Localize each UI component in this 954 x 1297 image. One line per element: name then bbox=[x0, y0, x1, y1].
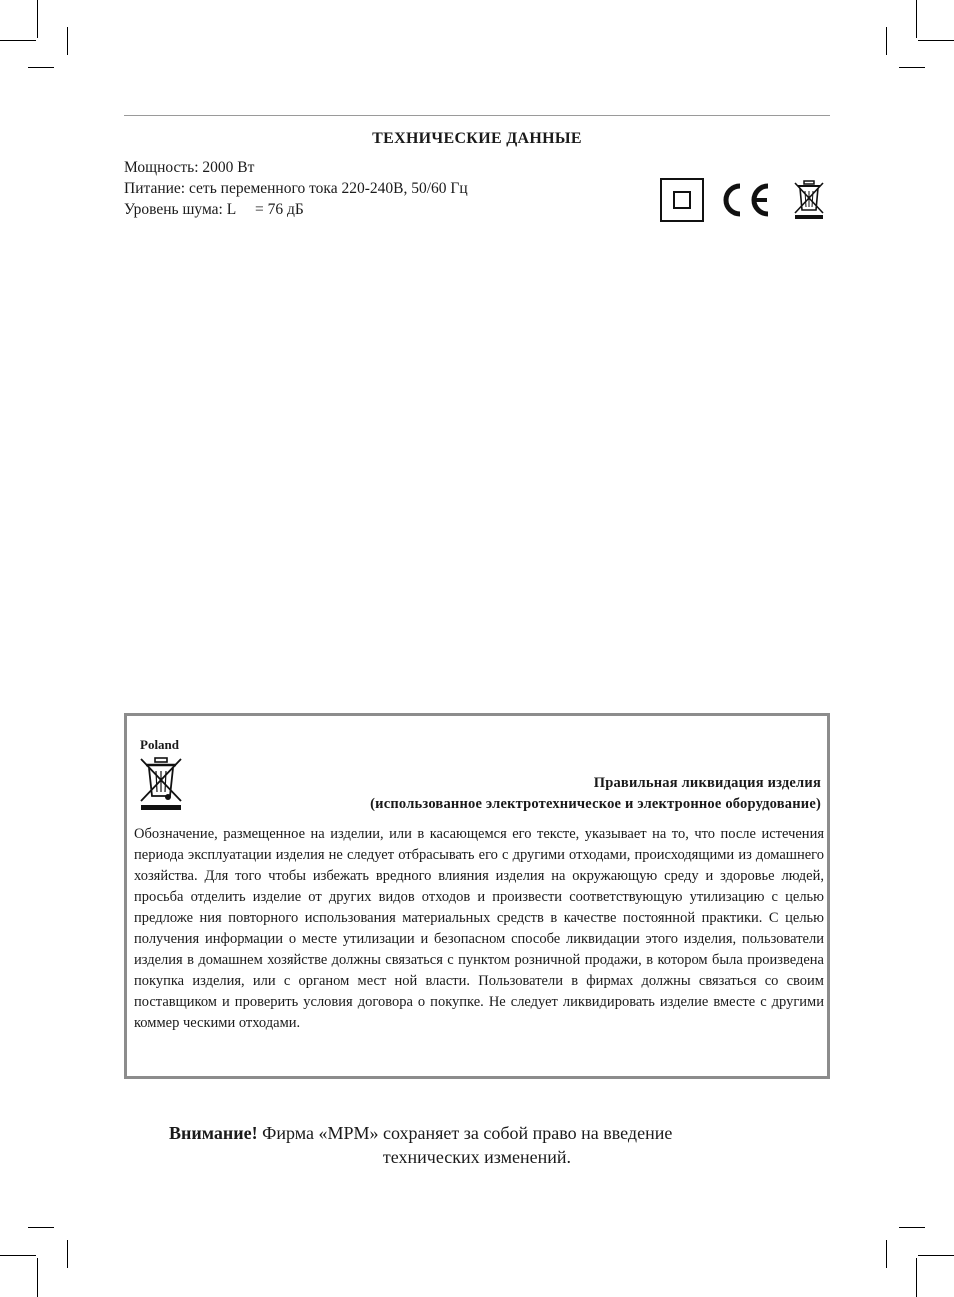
crop-mark bbox=[899, 67, 925, 68]
section-title: ТЕХНИЧЕСКИЕ ДАННЫЕ bbox=[372, 130, 582, 147]
crop-mark bbox=[886, 1240, 887, 1268]
origin-label: Poland bbox=[140, 737, 180, 752]
crop-mark bbox=[67, 27, 68, 55]
spec-noise: Уровень шума: L = 76 дБ bbox=[124, 201, 304, 218]
crop-mark bbox=[899, 1227, 925, 1228]
certification-marks bbox=[660, 178, 832, 222]
notice-line1 bbox=[124, 1121, 830, 1145]
crossed-bin-icon bbox=[792, 180, 826, 220]
attention-notice bbox=[124, 1121, 830, 1169]
spec-list bbox=[124, 157, 468, 220]
header-rule bbox=[124, 115, 830, 116]
crop-mark bbox=[0, 40, 36, 41]
ce-mark-icon bbox=[718, 180, 774, 220]
spec-supply: Питание: сеть переменного тока 220-240В, 50/60 Гц bbox=[124, 180, 468, 197]
disposal-heading-line1: Правильная ликвидация изделия bbox=[593, 775, 821, 791]
crop-mark bbox=[67, 1240, 68, 1268]
disposal-notice-box bbox=[124, 713, 830, 1079]
crop-mark bbox=[37, 0, 38, 38]
spec-power: Мощность: 2000 Вт bbox=[124, 159, 255, 176]
disposal-heading bbox=[370, 773, 821, 815]
disposal-text: Обозначение, размещенное на изделии, или в касающемся его тексте, указывает на то, что после истечения периода эксплуатации изделия не следует отбрасывать его с другими отходами, происходящими из домашнего хозяйства. Для того чтобы избежать вредного влияния изделия на окружающую среду и здоровье людей, просьба отделить изделие от других видов отходов и произвести соответствующую утилизацию с целью предложе ния повторного использования материальных средств в качестве постоянной практики. С целью получения информации о месте утилизации и безопасном способе ликвидации этого изделия, пользователи изделия в домашнем хозяйстве должны связаться с пунктом розничной продажи, в котором была произведена покупка изделия, или с органом мест ной власти. Пользователи в фирмах должны связаться со своим поставщиком и проверить условия договора о покупке. Не следует ликвидировать изделие вместе с другими коммер ческими отходами. bbox=[134, 826, 824, 1031]
disposal-heading-line2: (использованное электротехническое и электронное оборудование) bbox=[370, 796, 821, 812]
crop-mark bbox=[916, 1258, 917, 1297]
double-insulation-icon bbox=[660, 178, 704, 222]
crop-mark bbox=[37, 1258, 38, 1297]
crop-mark bbox=[28, 1227, 54, 1228]
crop-mark bbox=[918, 1255, 954, 1256]
notice-line2: технических изменений. bbox=[382, 1147, 572, 1167]
crop-mark bbox=[0, 1255, 36, 1256]
crop-mark bbox=[28, 67, 54, 68]
notice-text-line1: Фирма «MPM» сохраняет за собой право на введение bbox=[257, 1123, 673, 1143]
crop-mark bbox=[916, 0, 917, 38]
crop-mark bbox=[886, 27, 887, 55]
crop-mark bbox=[918, 40, 954, 41]
weee-bin-icon bbox=[138, 756, 184, 812]
notice-label: Внимание! bbox=[169, 1123, 258, 1143]
